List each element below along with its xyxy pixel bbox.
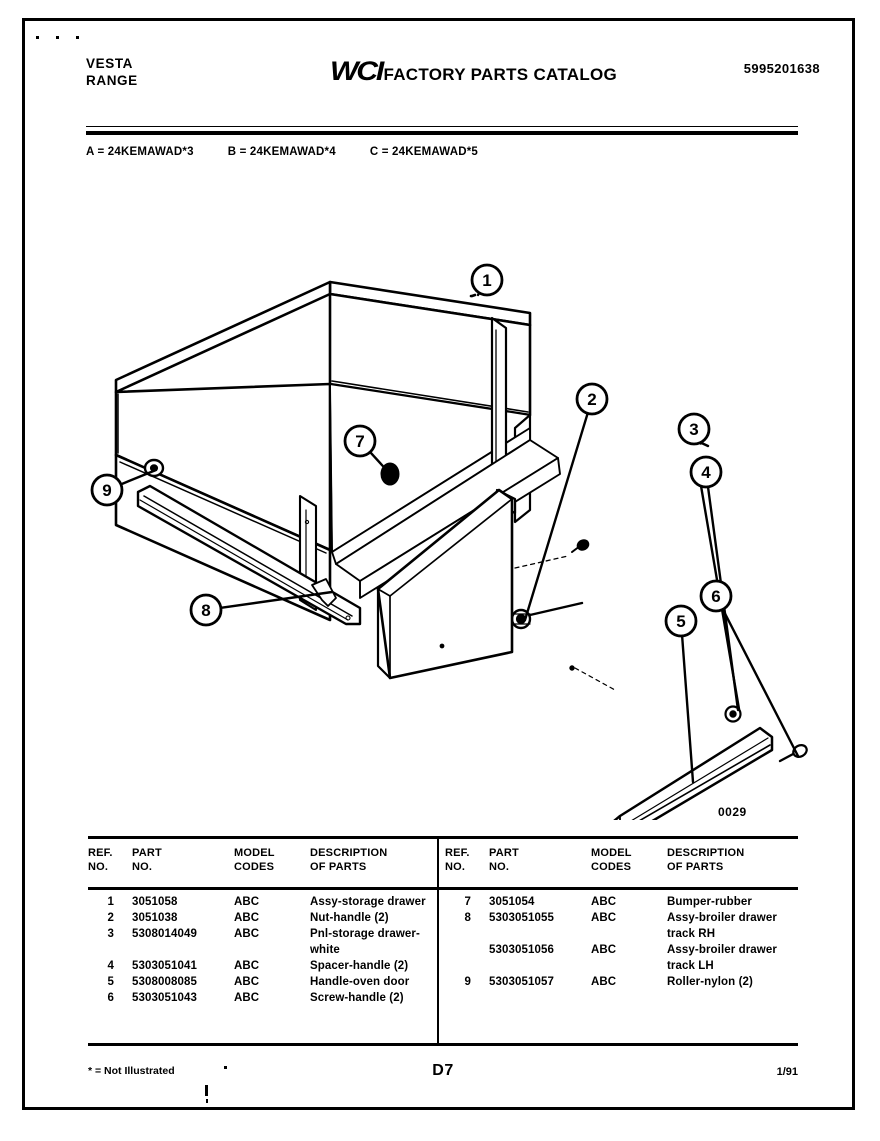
cell-model-codes: ABC [234,912,260,924]
page-number: D7 [432,1062,454,1079]
table-row [88,928,437,944]
cell-ref-no: 2 [107,912,114,924]
callout-layer [60,200,820,820]
catalog-title: FACTORY PARTS CATALOG [383,65,618,84]
cell-part-no: 3051038 [132,912,178,924]
cell-ref-no: 9 [464,976,471,988]
brand-line-1: VESTA [86,56,134,71]
model-code-b: B = 24KEMAWAD*4 [227,146,336,158]
cell-description: Spacer-handle (2) [310,960,409,972]
header-model-codes: MODEL CODES [234,847,275,873]
cell-ref-no: 1 [107,896,114,908]
callout-number-9: 9 [102,481,112,500]
callout-number-2: 2 [587,390,597,409]
cell-model-codes: ABC [591,912,617,924]
registration-dot [56,36,59,39]
cell-description-cont: track RH [667,928,716,940]
table-row-continuation [88,944,437,960]
cell-model-codes: ABC [234,896,260,908]
model-code-c: C = 24KEMAWAD*5 [369,146,478,158]
parts-table-right [439,836,788,1046]
table-row [439,896,788,912]
table-row [439,944,788,960]
page-footer [88,1062,798,1091]
table-row [88,992,437,1008]
model-code-legend [86,146,478,158]
callout-number-6: 6 [711,587,721,606]
cell-ref-no: 4 [107,960,114,972]
callout-leader-2 [525,414,587,620]
footnote-not-illustrated: * = Not Illustrated [88,1065,175,1077]
exploded-parts-illustration [60,200,820,820]
table-row [88,976,437,992]
cell-ref-no: 7 [464,896,471,908]
cell-model-codes: ABC [591,896,617,908]
table-row [439,976,788,992]
cell-description: Nut-handle (2) [310,912,389,924]
cell-model-codes: ABC [234,928,260,940]
cell-part-no: 5303051055 [489,912,554,924]
cell-model-codes: ABC [591,944,617,956]
drawing-number: 0029 [718,805,747,819]
header-part-no: PART NO. [132,847,162,873]
callout-leader-7 [371,453,392,476]
cell-model-codes: ABC [591,976,617,988]
cell-description: Assy-broiler drawer [667,912,777,924]
callout-balloons [92,265,798,782]
wci-logo: WCI [330,56,383,86]
table-row [88,912,437,928]
callout-leader-8 [222,592,332,608]
cell-description-cont: white [310,944,340,956]
catalog-number: 5995201638 [743,61,820,76]
table-row [88,960,437,976]
page-header [60,40,820,110]
cell-description: Assy-broiler drawer [667,944,777,956]
table-body-left [88,896,437,1008]
table-row-continuation [439,960,788,976]
parts-table [88,836,798,1048]
cell-description: Roller-nylon (2) [667,976,753,988]
cell-part-no: 5308014049 [132,928,197,940]
cell-description: Handle-oven door [310,976,410,988]
header-part-no: PART NO. [489,847,519,873]
parts-table-left [88,836,437,1046]
cell-model-codes: ABC [234,960,260,972]
cell-part-no: 5303051041 [132,960,197,972]
cell-description: Assy-storage drawer [310,896,426,908]
cell-model-codes: ABC [234,992,260,1004]
cell-model-codes: ABC [234,976,260,988]
header-ref-no: REF. NO. [445,847,470,873]
callout-number-5: 5 [676,612,686,631]
stray-ink-mark [206,1099,208,1103]
header-description: DESCRIPTION OF PARTS [667,847,745,873]
cell-ref-no: 3 [107,928,114,940]
callout-number-3: 3 [689,420,699,439]
catalog-title-group [330,56,617,87]
header-ref-no: REF. NO. [88,847,113,873]
model-code-a: A = 24KEMAWAD*3 [86,146,194,158]
registration-dot [36,36,39,39]
stray-ink-mark [224,1066,227,1069]
cell-ref-no: 5 [107,976,114,988]
table-row [439,912,788,928]
revision-date: 1/91 [776,1066,798,1078]
cell-ref-no: 8 [464,912,471,924]
callout-number-1: 1 [482,271,492,290]
registration-dot [76,36,79,39]
stray-ink-mark [205,1085,208,1096]
cell-part-no: 3051054 [489,896,535,908]
table-row [88,896,437,912]
header-description: DESCRIPTION OF PARTS [310,847,388,873]
callout-number-7: 7 [355,432,365,451]
cell-description: Pnl-storage drawer- [310,928,420,940]
header-rule-thin [86,126,798,127]
callout-number-4: 4 [701,463,711,482]
cell-ref-no: 6 [107,992,114,1004]
callout-number-8: 8 [201,601,211,620]
cell-part-no: 3051058 [132,896,178,908]
cell-part-no: 5303051056 [489,944,554,956]
cell-part-no: 5303051057 [489,976,554,988]
table-row-continuation [439,928,788,944]
cell-part-no: 5308008085 [132,976,197,988]
header-rule-thick [86,131,798,135]
callout-leader-5 [682,637,693,782]
brand-name [86,55,138,89]
cell-description: Screw-handle (2) [310,992,404,1004]
table-body-right [439,896,788,992]
cell-part-no: 5303051043 [132,992,197,1004]
brand-line-2: RANGE [86,73,138,88]
callout-leader-9 [122,470,156,484]
header-model-codes: MODEL CODES [591,847,632,873]
cell-description: Bumper-rubber [667,896,753,908]
cell-description-cont: track LH [667,960,714,972]
